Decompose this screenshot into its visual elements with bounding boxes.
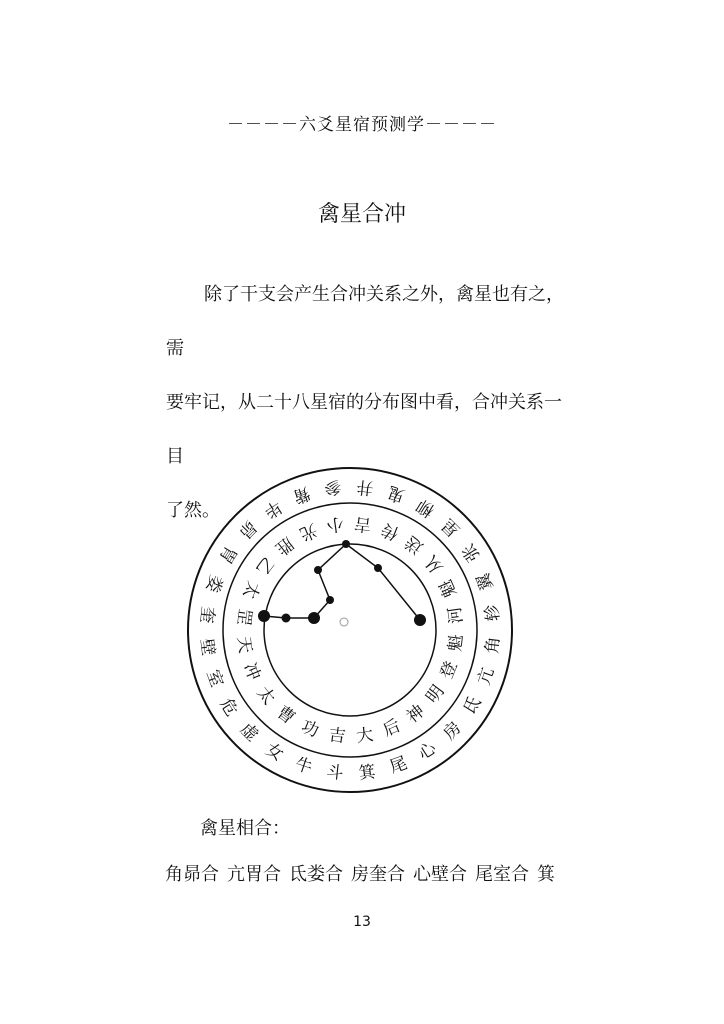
pair-item: 房奎合 — [351, 864, 405, 885]
pair-item: 箕 — [537, 864, 555, 885]
paragraph-line-2: 要牢记，从二十八星宿的分布图中看，合冲关系一目 — [166, 392, 562, 467]
inner-ring-label: 曹 — [272, 702, 299, 729]
star-dot — [258, 610, 270, 622]
outer-ring-label: 危 — [215, 694, 242, 721]
middle-circle — [223, 503, 477, 757]
inner-ring-label: 后 — [380, 715, 404, 742]
outer-ring-label: 角 — [482, 635, 505, 655]
inner-ring-label: 天 — [232, 635, 256, 655]
pair-item: 亢胃合 — [227, 864, 281, 885]
outer-ring-label: 牛 — [292, 754, 315, 779]
star-dot — [342, 540, 350, 548]
outer-ring-label: 房 — [439, 718, 466, 745]
star-dot — [308, 612, 320, 624]
inner-ring-label: 魁 — [435, 576, 462, 600]
outer-ring-label: 柳 — [413, 494, 439, 521]
outer-ring-label: 室 — [202, 667, 227, 690]
outer-ring-label: 觜 — [290, 482, 313, 507]
inner-ring-label: 乙 — [251, 552, 278, 579]
pair-item: 角昴合 — [165, 864, 219, 885]
star-dot — [374, 564, 382, 572]
inner-ring-label: 太 — [238, 578, 264, 602]
outer-ring-label: 女 — [261, 739, 287, 766]
outer-ring-label: 尾 — [387, 753, 410, 778]
inner-ring-label: 太 — [252, 683, 279, 709]
inner-ring-label: 从 — [421, 551, 448, 577]
inner-ring-label: 送 — [401, 531, 428, 558]
star-mansion-wheel-diagram — [160, 440, 540, 820]
inner-ring-label: 大 — [355, 724, 375, 748]
outer-ring-label: 鬼 — [385, 481, 408, 506]
inner-ring-label: 胜 — [271, 532, 297, 559]
outer-ring-label: 昴 — [234, 515, 261, 542]
outer-ring-label: 亢 — [474, 665, 499, 688]
inner-ring-label: 河 — [444, 605, 468, 625]
inner-ring-label: 罡 — [232, 607, 255, 627]
outer-ring-label: 毕 — [259, 495, 286, 522]
outer-ring-label: 氐 — [459, 693, 486, 719]
star-dot — [326, 596, 334, 604]
page-number: 13 — [353, 914, 371, 930]
subheading: 禽星相合： — [200, 818, 290, 839]
paragraph-line-1: 除了干支会产生合冲关系之外，禽星也有之，需 — [166, 284, 564, 359]
pair-item: 尾室合 — [475, 864, 529, 885]
star-dot — [414, 614, 426, 626]
inner-ring-label: 吉 — [353, 512, 373, 535]
outer-ring-label: 张 — [458, 539, 485, 566]
outer-ring-label: 翼 — [473, 570, 498, 593]
inner-ring-label: 吉 — [327, 725, 347, 748]
star-dot — [282, 614, 291, 623]
inner-ring-label: 魁 — [445, 633, 468, 653]
outer-ring-labels — [196, 476, 504, 784]
outer-ring-label: 轸 — [482, 603, 504, 623]
inner-ring-label: 小 — [325, 512, 345, 536]
outer-ring-label: 心 — [414, 738, 441, 765]
inner-ring-label: 登 — [436, 658, 462, 682]
inner-ring-label: 明 — [422, 681, 449, 708]
outer-ring-label: 斗 — [325, 762, 345, 785]
inner-ring-label: 冲 — [238, 660, 265, 684]
center-marker — [340, 618, 348, 626]
outer-ring-label: 虚 — [235, 719, 262, 746]
inner-ring-label: 传 — [378, 518, 402, 544]
outer-ring-label: 参 — [323, 476, 343, 498]
inner-ring-labels — [233, 513, 467, 747]
inner-ring-label: 神 — [403, 701, 429, 728]
outer-ring-label: 奎 — [195, 605, 218, 625]
section-title: 禽星合冲 — [317, 202, 406, 227]
outer-ring-label: 胃 — [214, 541, 241, 567]
pair-item: 氐娄合 — [289, 864, 343, 885]
inner-ring-label: 功 — [298, 716, 322, 742]
outer-ring-label: 星 — [438, 514, 465, 541]
paragraph-line-3: 了然。 — [166, 500, 220, 521]
pair-item: 心壁合 — [413, 864, 467, 885]
outer-ring-label: 壁 — [196, 637, 218, 657]
running-header: －－－－六爻星宿预测学－－－－ — [227, 115, 497, 135]
outer-ring-label: 井 — [355, 475, 375, 498]
inner-circle — [264, 544, 436, 716]
outer-circle — [188, 468, 512, 792]
outer-ring-label: 箕 — [357, 762, 377, 784]
inner-ring-label: 光 — [296, 518, 320, 545]
pair-list — [165, 860, 563, 886]
star-dot — [314, 566, 322, 574]
outer-ring-label: 娄 — [201, 572, 226, 595]
